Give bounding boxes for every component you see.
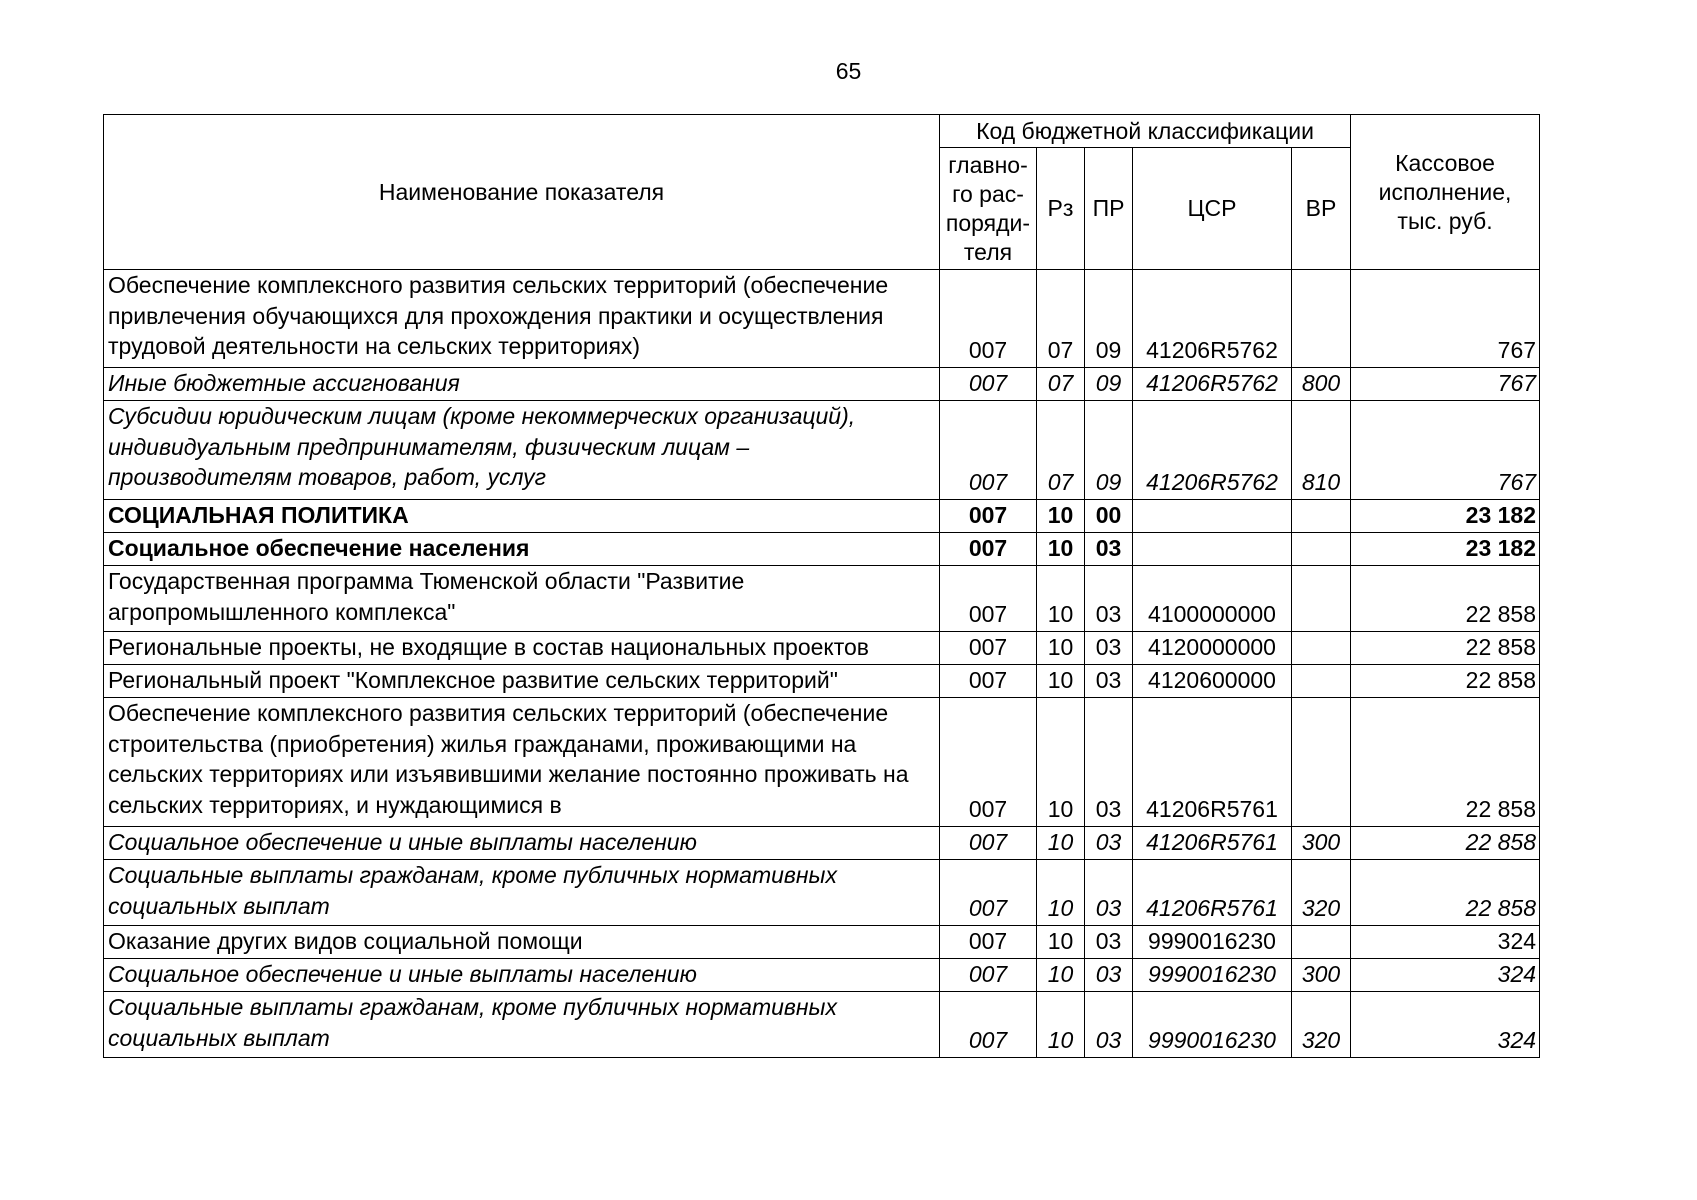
cell-vr (1292, 665, 1351, 698)
cell-grbs: 007 (940, 827, 1037, 860)
table-row (104, 860, 1540, 926)
cell-vr: 300 (1292, 959, 1351, 992)
table-row (104, 533, 1540, 566)
cell-rz: 10 (1037, 992, 1085, 1058)
cell-grbs: 007 (940, 992, 1037, 1058)
cell-amount: 23 182 (1351, 533, 1540, 566)
table-row (104, 698, 1540, 827)
table-row (104, 500, 1540, 533)
cell-csr: 41206R5762 (1133, 368, 1292, 401)
cell-rz: 10 (1037, 698, 1085, 827)
cell-csr (1133, 500, 1292, 533)
cell-pr: 03 (1085, 992, 1133, 1058)
cell-grbs: 007 (940, 632, 1037, 665)
cell-csr: 41206R5762 (1133, 270, 1292, 368)
cell-vr (1292, 926, 1351, 959)
cell-vr (1292, 270, 1351, 368)
cell-amount: 767 (1351, 368, 1540, 401)
cell-grbs: 007 (940, 698, 1037, 827)
header-vr: ВР (1292, 148, 1351, 270)
cell-pr: 03 (1085, 533, 1133, 566)
header-pr: ПР (1085, 148, 1133, 270)
cell-grbs: 007 (940, 926, 1037, 959)
cell-grbs: 007 (940, 860, 1037, 926)
cell-amount: 22 858 (1351, 566, 1540, 632)
cell-vr: 320 (1292, 992, 1351, 1058)
cell-grbs: 007 (940, 500, 1037, 533)
cell-grbs: 007 (940, 665, 1037, 698)
cell-pr: 03 (1085, 698, 1133, 827)
cell-rz: 10 (1037, 827, 1085, 860)
cell-pr: 03 (1085, 860, 1133, 926)
cell-vr: 810 (1292, 401, 1351, 500)
table-row (104, 270, 1540, 368)
cell-csr: 41206R5761 (1133, 698, 1292, 827)
cell-amount: 23 182 (1351, 500, 1540, 533)
cell-grbs: 007 (940, 533, 1037, 566)
cell-pr: 03 (1085, 566, 1133, 632)
header-grbs: главно-го рас-поряди-теля (940, 148, 1037, 270)
cell-amount: 22 858 (1351, 665, 1540, 698)
cell-csr (1133, 533, 1292, 566)
table-row (104, 401, 1540, 500)
cell-csr: 41206R5761 (1133, 860, 1292, 926)
budget-execution-table (103, 114, 1540, 1058)
cell-name: Иные бюджетные ассигнования (104, 368, 940, 401)
cell-vr: 800 (1292, 368, 1351, 401)
cell-amount: 767 (1351, 270, 1540, 368)
cell-rz: 10 (1037, 860, 1085, 926)
cell-pr: 09 (1085, 270, 1133, 368)
cell-amount: 22 858 (1351, 632, 1540, 665)
cell-csr: 4120600000 (1133, 665, 1292, 698)
cell-grbs: 007 (940, 368, 1037, 401)
cell-rz: 10 (1037, 500, 1085, 533)
cell-vr (1292, 698, 1351, 827)
cell-rz: 07 (1037, 368, 1085, 401)
cell-vr (1292, 632, 1351, 665)
table-row (104, 959, 1540, 992)
cell-csr: 9990016230 (1133, 959, 1292, 992)
cell-name: Оказание других видов социальной помощи (104, 926, 940, 959)
cell-grbs: 007 (940, 270, 1037, 368)
header-rz: Рз (1037, 148, 1085, 270)
cell-csr: 4120000000 (1133, 632, 1292, 665)
header-name: Наименование показателя (104, 115, 940, 270)
header-csr: ЦСР (1133, 148, 1292, 270)
cell-vr (1292, 500, 1351, 533)
cell-name: Социальные выплаты гражданам, кроме публичных нормативных социальных выплат (104, 992, 940, 1058)
cell-vr (1292, 566, 1351, 632)
page-number: 65 (835, 58, 862, 84)
cell-amount: 22 858 (1351, 698, 1540, 827)
table-row (104, 665, 1540, 698)
cell-name: Социальное обеспечение и иные выплаты населению (104, 827, 940, 860)
table-row (104, 368, 1540, 401)
header-classification-group: Код бюджетной классификации (940, 115, 1351, 148)
cell-rz: 07 (1037, 401, 1085, 500)
cell-amount: 324 (1351, 926, 1540, 959)
cell-grbs: 007 (940, 566, 1037, 632)
cell-amount: 324 (1351, 992, 1540, 1058)
cell-amount: 22 858 (1351, 860, 1540, 926)
table-row (104, 566, 1540, 632)
cell-rz: 10 (1037, 665, 1085, 698)
cell-rz: 10 (1037, 533, 1085, 566)
cell-name: СОЦИАЛЬНАЯ ПОЛИТИКА (104, 500, 940, 533)
cell-amount: 22 858 (1351, 827, 1540, 860)
cell-pr: 03 (1085, 827, 1133, 860)
table-row (104, 926, 1540, 959)
cell-csr: 41206R5761 (1133, 827, 1292, 860)
table-body (104, 270, 1540, 1058)
cell-vr: 300 (1292, 827, 1351, 860)
cell-grbs: 007 (940, 401, 1037, 500)
cell-rz: 10 (1037, 566, 1085, 632)
cell-csr: 4100000000 (1133, 566, 1292, 632)
table-row (104, 992, 1540, 1058)
cell-rz: 07 (1037, 270, 1085, 368)
cell-name: Обеспечение комплексного развития сельских территорий (обеспечение привлечения обучающихся для прохождения практики и осуществления трудовой деятельности на сельских территориях) (104, 270, 940, 368)
cell-amount: 324 (1351, 959, 1540, 992)
cell-name: Региональные проекты, не входящие в состав национальных проектов (104, 632, 940, 665)
cell-pr: 03 (1085, 926, 1133, 959)
cell-name: Региональный проект "Комплексное развитие сельских территорий" (104, 665, 940, 698)
cell-csr: 9990016230 (1133, 992, 1292, 1058)
cell-amount: 767 (1351, 401, 1540, 500)
cell-vr: 320 (1292, 860, 1351, 926)
cell-csr: 9990016230 (1133, 926, 1292, 959)
cell-grbs: 007 (940, 959, 1037, 992)
cell-name: Социальные выплаты гражданам, кроме публичных нормативных социальных выплат (104, 860, 940, 926)
cell-vr (1292, 533, 1351, 566)
cell-name: Социальное обеспечение и иные выплаты населению (104, 959, 940, 992)
cell-pr: 00 (1085, 500, 1133, 533)
cell-pr: 03 (1085, 632, 1133, 665)
cell-name: Обеспечение комплексного развития сельских территорий (обеспечение строительства (приобретения) жилья гражданами, проживающими на сельских территориях или изъявившими желание постоянно проживать на сельских территориях, и нуждающимися в (104, 698, 940, 827)
table-row (104, 827, 1540, 860)
cell-rz: 10 (1037, 959, 1085, 992)
cell-rz: 10 (1037, 926, 1085, 959)
cell-name: Субсидии юридическим лицам (кроме некоммерческих организаций), индивидуальным предпринимателям, физическим лицам – производителям товаров, работ, услуг (104, 401, 940, 500)
header-amount: Кассовое исполнение, тыс. руб. (1351, 115, 1540, 270)
cell-pr: 09 (1085, 401, 1133, 500)
cell-name: Государственная программа Тюменской области "Развитие агропромышленного комплекса" (104, 566, 940, 632)
cell-rz: 10 (1037, 632, 1085, 665)
table-row (104, 632, 1540, 665)
cell-pr: 09 (1085, 368, 1133, 401)
cell-pr: 03 (1085, 665, 1133, 698)
cell-name: Социальное обеспечение населения (104, 533, 940, 566)
cell-csr: 41206R5762 (1133, 401, 1292, 500)
cell-pr: 03 (1085, 959, 1133, 992)
